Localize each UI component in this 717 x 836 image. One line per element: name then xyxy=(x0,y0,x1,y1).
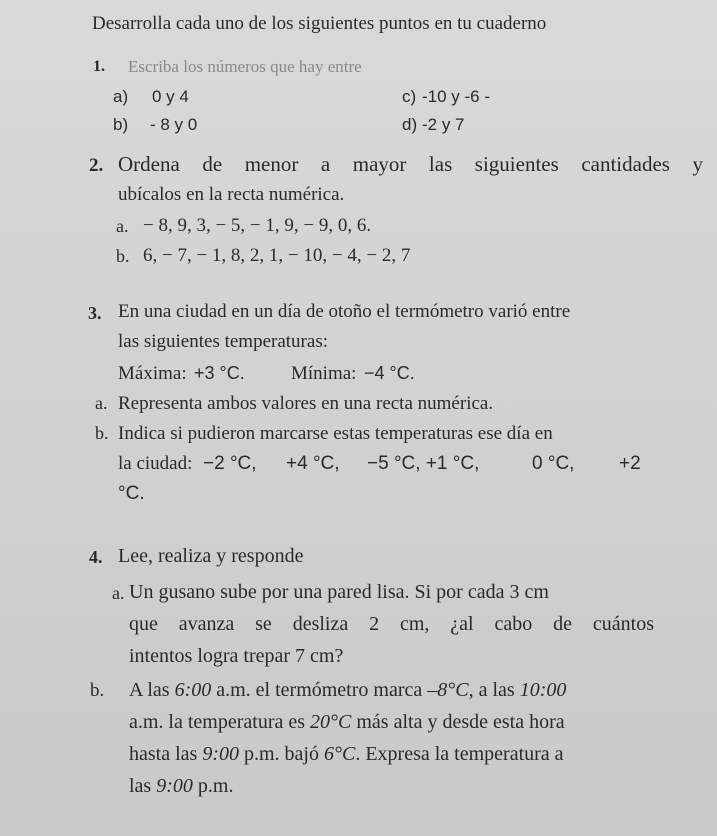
q4-b-line1-a: A las xyxy=(129,679,170,701)
q4-item-b-line1 xyxy=(129,679,566,702)
q4-b-line1-b: a.m. el termómetro marca – xyxy=(216,679,438,701)
q1-prompt: Escriba los números que hay entre xyxy=(128,57,362,76)
q2-prompt-line2: ubícalos en la recta numérica. xyxy=(118,184,345,205)
q4-item-a-label: a. xyxy=(112,583,125,603)
q3-item-a-text: Representa ambos valores en una recta numérica. xyxy=(118,393,494,414)
q3-min-label: Mínima: xyxy=(291,363,357,384)
q3-temp-5: +2 xyxy=(619,453,641,474)
q3-item-b-line3: °C. xyxy=(118,483,145,504)
q4-b-temp-6: 6°C xyxy=(323,743,356,765)
header-instruction: Desarrolla cada uno de los siguientes puntos en tu cuaderno xyxy=(92,13,547,34)
q4-b-time-9pm: 9:00 xyxy=(202,743,239,765)
q4-b-line3-a: hasta las xyxy=(129,743,198,765)
q3-number: 3. xyxy=(88,303,102,323)
q4-b-time-10am: 10:00 xyxy=(519,679,567,701)
q3-temp-2: +4 °C, xyxy=(286,453,340,474)
q2-item-b-text: 6, − 7, − 1, 8, 2, 1, − 10, − 4, − 2, 7 xyxy=(143,245,411,266)
q4-item-b-line3 xyxy=(129,743,564,766)
q4-item-b-line4 xyxy=(129,775,233,798)
q2-item-a-label: a. xyxy=(116,216,129,236)
q3-prompt-line1: En una ciudad en un día de otoño el termómetro varió entre xyxy=(118,301,571,322)
q3-max-label: Máxima: xyxy=(118,363,187,384)
q4-prompt: Lee, realiza y responde xyxy=(118,545,304,567)
q4-b-temp-minus8: 8°C xyxy=(437,679,469,701)
q3-temp-3: −5 °C, +1 °C, xyxy=(367,453,480,474)
q4-b-line1-c: , a las xyxy=(468,679,515,701)
q3-prompt-line2: las siguientes temperaturas: xyxy=(118,331,328,352)
q4-b-line4-b: p.m. xyxy=(197,775,234,797)
q4-item-a-line2: que avanza se desliza 2 cm, ¿al cabo de cuántos xyxy=(129,613,654,635)
q4-b-line3-b: p.m. bajó xyxy=(243,743,319,765)
q3-temp-1: −2 °C, xyxy=(203,453,257,474)
q1-item-b-label: b) xyxy=(113,115,129,134)
q3-max-value: +3 °C. xyxy=(194,363,245,383)
q1-item-c-label: c) xyxy=(402,87,417,106)
q3-item-b-line1: Indica si pudieron marcarse estas temperaturas ese día en xyxy=(118,423,553,444)
q4-b-time-9pm-2: 9:00 xyxy=(156,775,193,797)
q1-item-a-text: 0 y 4 xyxy=(152,87,189,106)
q3-temp-4: 0 °C, xyxy=(532,453,575,474)
q1-item-b-text: - 8 y 0 xyxy=(150,115,198,134)
q4-b-time-6am: 6:00 xyxy=(174,679,212,701)
q4-item-b-label: b. xyxy=(90,680,105,701)
q2-number: 2. xyxy=(89,155,104,176)
q1-item-a-label: a) xyxy=(113,87,129,106)
q4-item-b-line2 xyxy=(129,711,565,734)
q4-number: 4. xyxy=(89,547,103,567)
q4-item-a-line1: Un gusano sube por una pared lisa. Si por cada 3 cm xyxy=(129,581,549,603)
q4-b-temp-20: 20°C xyxy=(310,711,352,733)
q4-b-line3-c: . Expresa la temperatura a xyxy=(355,743,564,765)
q4-b-line4-a: las xyxy=(129,775,152,797)
q1-item-d-text: -2 y 7 xyxy=(422,115,465,134)
q2-prompt-line1: Ordena de menor a mayor las siguientes cantidades y xyxy=(118,152,703,176)
q2-item-b-label: b. xyxy=(116,246,130,266)
q3-item-b-line2-prefix: la ciudad: xyxy=(118,453,193,474)
q3-item-a-label: a. xyxy=(95,393,108,413)
q1-item-d-label: d) xyxy=(402,115,418,134)
q3-min-value: −4 °C. xyxy=(364,363,415,383)
q3-item-b-label: b. xyxy=(95,423,109,443)
q1-number: 1. xyxy=(93,58,105,75)
q4-b-line2-a: a.m. la temperatura es xyxy=(129,711,306,733)
q4-item-a-line3: intentos logra trepar 7 cm? xyxy=(129,645,344,667)
q1-item-c-text: -10 y -6 - xyxy=(422,87,491,106)
q4-b-line2-b: más alta y desde esta hora xyxy=(356,711,565,733)
q2-item-a-text: − 8, 9, 3, − 5, − 1, 9, − 9, 0, 6. xyxy=(143,215,372,236)
